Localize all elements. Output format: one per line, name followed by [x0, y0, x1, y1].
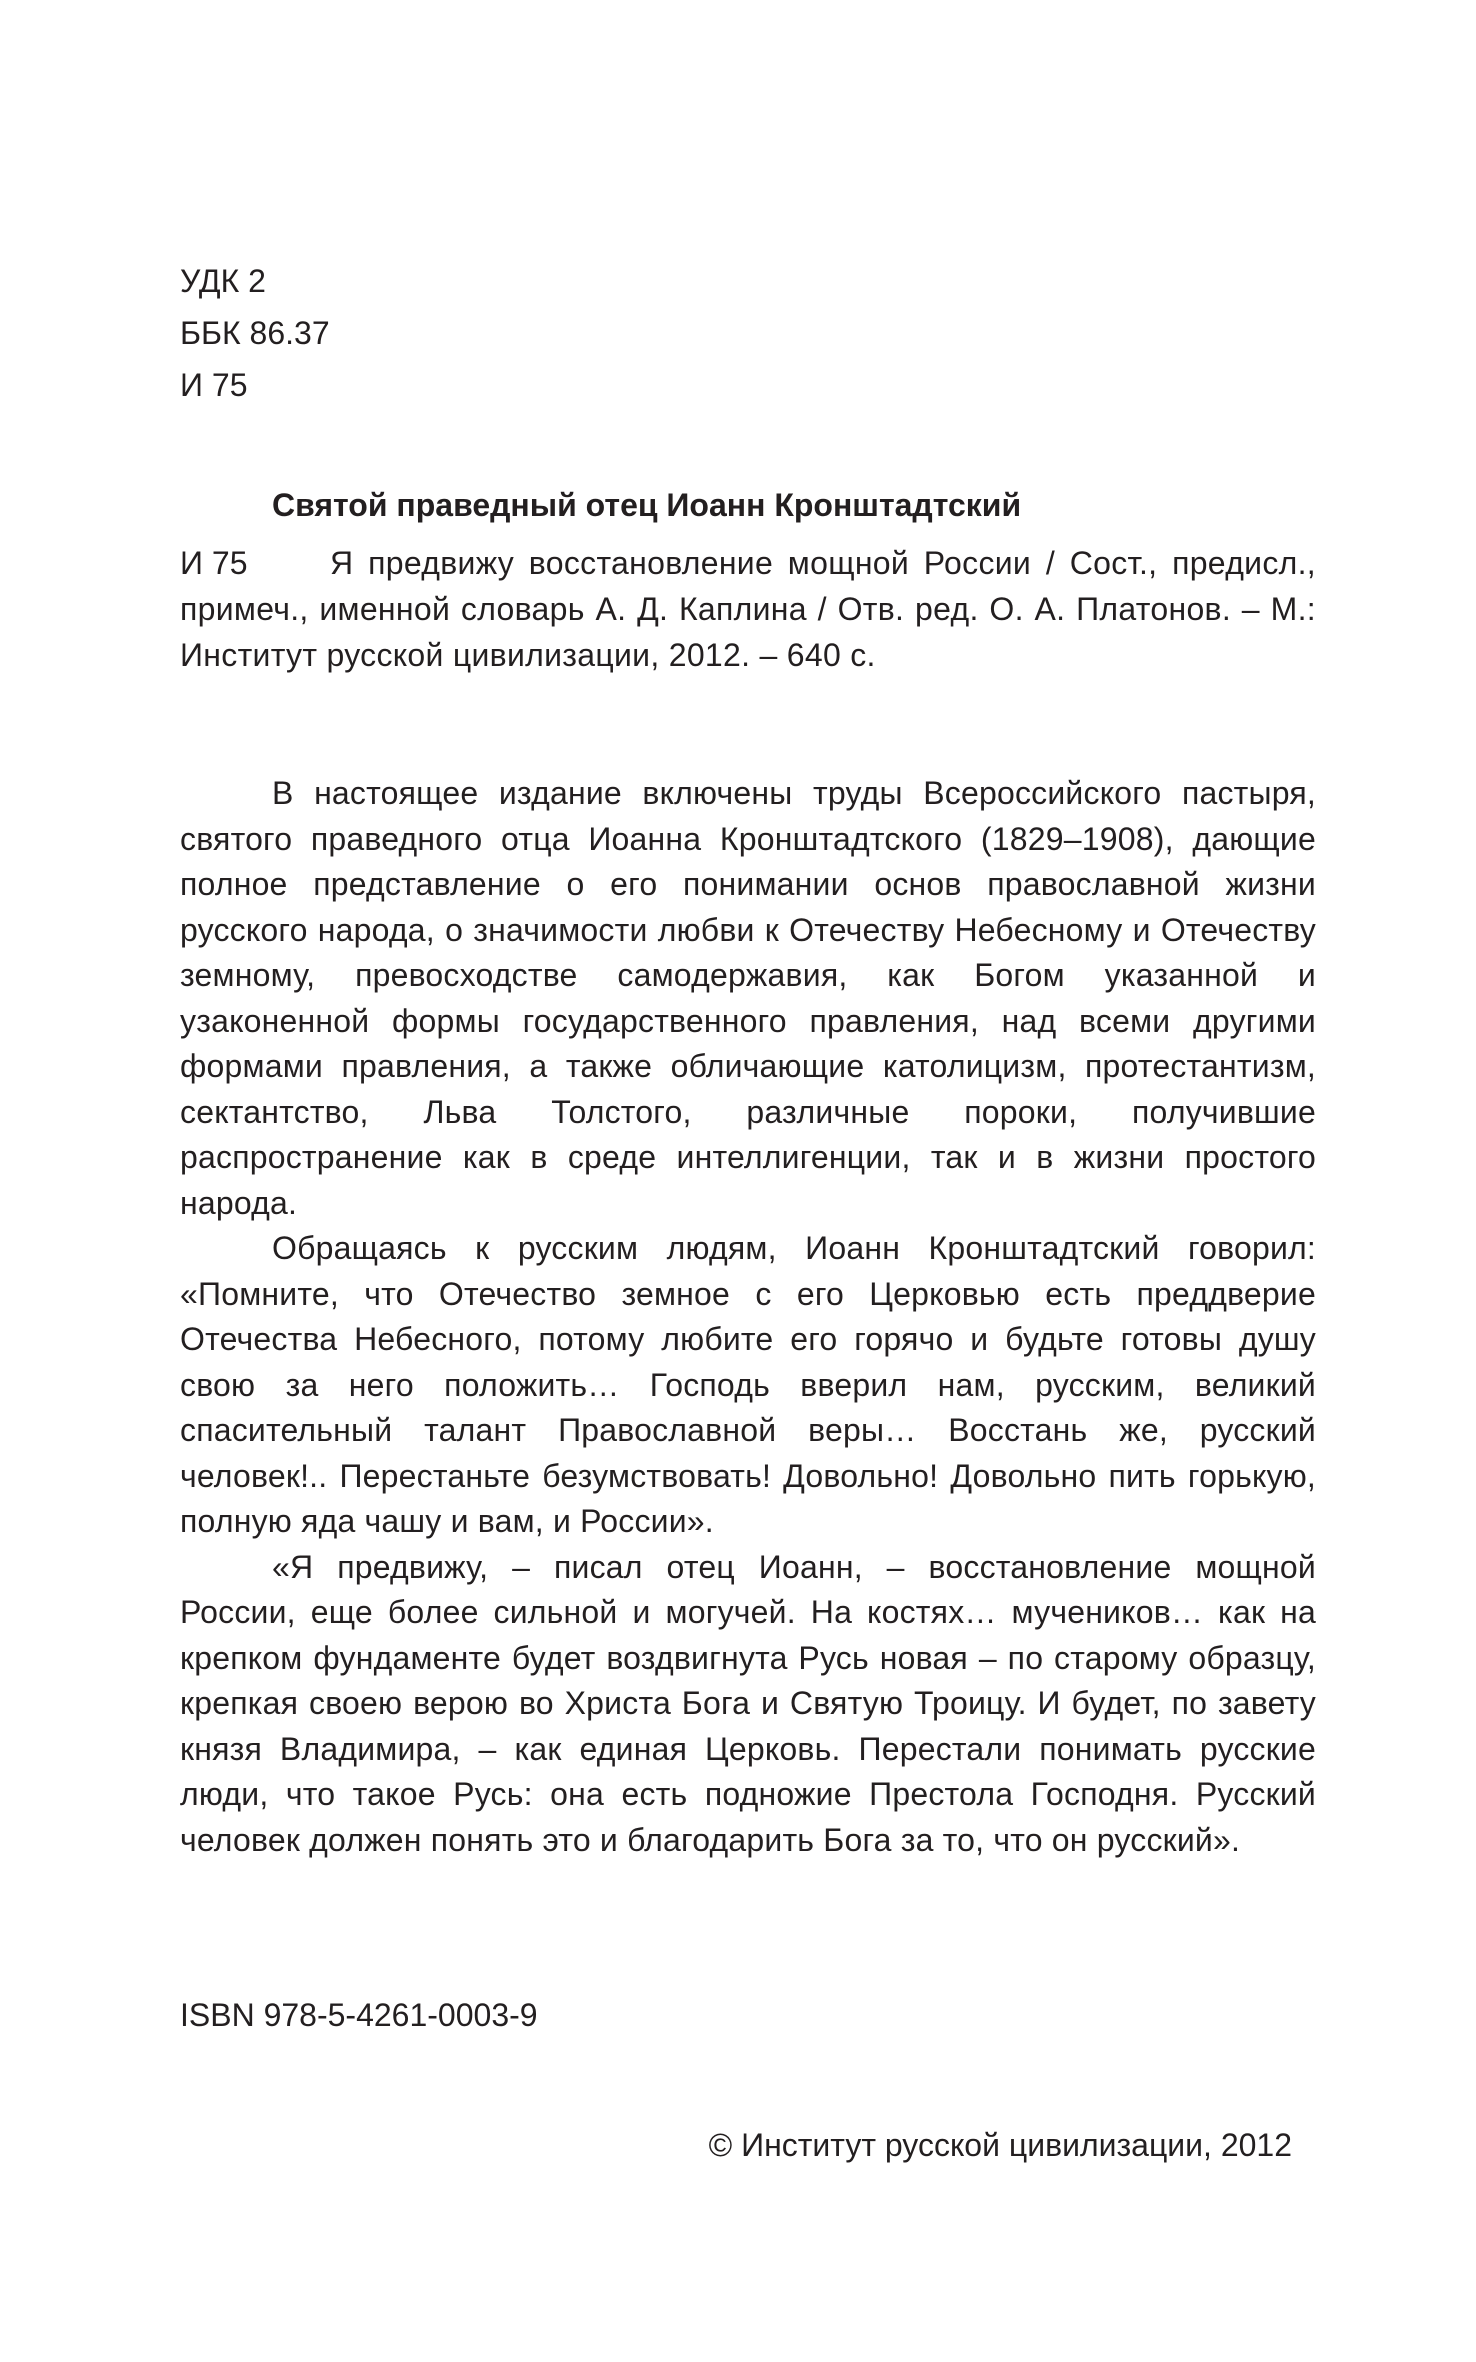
imprint-page — [180, 0, 1320, 2362]
entry-description: Я предвижу восстановление мощной России / Сост., предисл., примеч., именной словарь А. Д. Каплина / Отв. ред. О. А. Платонов. – М.: Институт русской цивилизации, 2012. – 640 с. — [180, 545, 1316, 673]
annotation — [180, 771, 1316, 1863]
copyright-notice: © Институт русской цивилизации, 2012 — [708, 2127, 1292, 2163]
isbn: ISBN 978-5-4261-0003-9 — [180, 1997, 538, 2033]
annotation-paragraph: «Я предвижу, – писал отец Иоанн, – восстановление мощной России, еще более сильной и могучей. На костях… мучеников… как на крепком фундаменте будет воздвигнута Русь новая – по старому образцу, крепкая своею верою во Христа Бога и Святую Троицу. И будет, по завету князя Владимира, – как единая Церковь. Перестали понимать русские люди, что такое Русь: она есть подножие Престола Господня. Русский человек должен понять это и благодарить Бога за то, что он русский». — [180, 1548, 1316, 1858]
annotation-paragraph: В настоящее издание включены труды Всероссийского пастыря, святого праведного отца Иоанна Кронштадтского (1829–1908), дающие полное представление о его понимании основ православной жизни русского народа, о значимости любви к Отечеству Небесному и Отечеству земному, превосходстве самодержавия, как Богом указанной и узаконенной формы государственного правления, над всеми другими формами правления, а также обличающие католицизм, протестантизм, сектантство, Льва Толстого, различные пороки, получившие распространение как в среде интеллигенции, так и в жизни простого народа. — [180, 775, 1316, 1221]
classification-codes — [180, 255, 330, 411]
annotation-paragraph: Обращаясь к русским людям, Иоанн Кронштадтский говорил: «Помните, что Отечество земное с его Церковью есть преддверие Отечества Небесного, потому любите его горячо и будьте готовы душу свою за него положить… Господь вверил нам, русским, великий спасительный талант Православной веры… Восстань же, русский человек!.. Перестаньте безумствовать! Довольно! Довольно пить горькую, полную яда чашу и вам, и России». — [180, 1230, 1316, 1539]
author-mark: И 75 — [180, 367, 248, 403]
entry-code: И 75 — [180, 545, 248, 581]
udk-code: УДК 2 — [180, 263, 266, 299]
bibliographic-entry — [180, 540, 1316, 678]
bbk-code: ББК 86.37 — [180, 315, 330, 351]
author-heading: Святой праведный отец Иоанн Кронштадтский — [272, 487, 1022, 523]
